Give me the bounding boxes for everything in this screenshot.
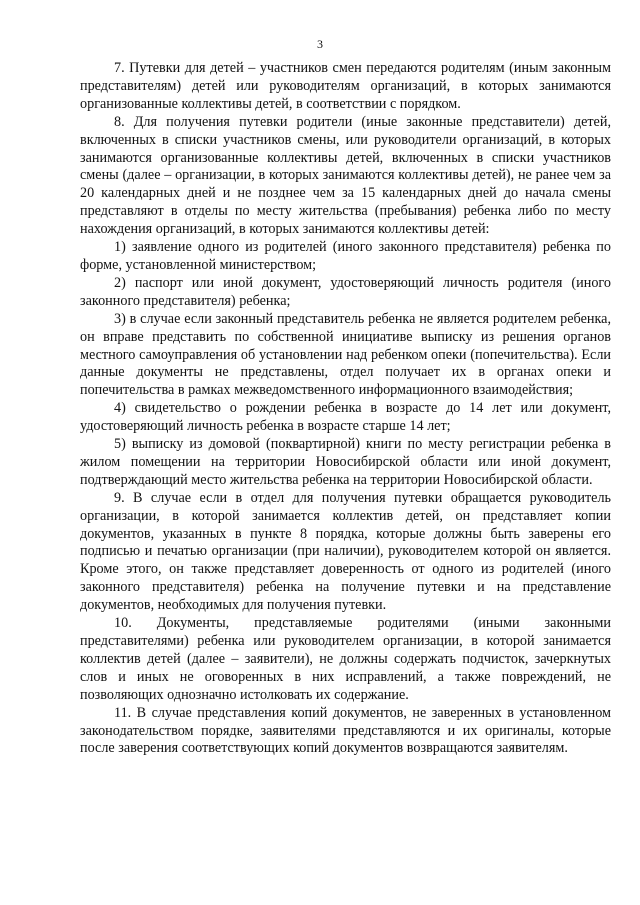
paragraph-8-item-3: 3) в случае если законный представитель ребенка не является родителем ребенка, он вправе представить по собственной инициативе выписку из решения органов местного самоуправления об установлении над ребенком опеки (попечительства). Если данные документы не представлены, отдел получает их в органах опеки и попечительства в рамках межведомственного информационного взаимодействия; (80, 310, 611, 399)
paragraph-8: 8. Для получения путевки родители (иные законные представители) детей, включенных в списки участников смены, или руководители организаций, в которых занимаются организованные коллективы детей, включенных в списки участников смены (далее – организации, в которых занимаются коллективы детей), не ранее чем за 20 календарных дней и не позднее чем за 15 календарных дней до начала смены представляют в отделы по месту жительства (пребывания) ребенка либо по месту нахождения организаций, в которых занимаются коллективы детей: (80, 113, 611, 238)
paragraph-10: 10. Документы, представляемые родителями (иными законными представителями) ребенка или руководителем организации, в которой занимается коллектив детей (далее – заявители), не должны содержать подчисток, зачеркнутых слов и иных не оговоренных в них исправлений, а также повреждений, не позволяющих однозначно истолковать их содержание. (80, 615, 611, 703)
paragraph-9: 9. В случае если в отдел для получения путевки обращается руководитель организации, в которой занимается коллектив детей, он представляет копии документов, указанных в пункте 8 порядка, которые должны быть заверены его подписью и печатью организации (при наличии), руководителем которой он является. Кроме этого, он также представляет доверенность от одного из родителей (иного законного представителя) ребенка на получение путевки и на представление документов, необходимых для получения путевки. (80, 489, 611, 614)
paragraph-8-item-1: 1) заявление одного из родителей (иного законного представителя) ребенка по форме, установленной министерством; (80, 239, 611, 273)
paragraph-8-item-5: 5) выписку из домовой (поквартирной) книги по месту регистрации ребенка в жилом помещении на территории Новосибирской области или иной документ, подтверждающий место жительства ребенка на территории Новосибирской области. (80, 436, 611, 488)
paragraph-7: 7. Путевки для детей – участников смен передаются родителям (иным законным представителям) детей или руководителям организаций, в которых занимаются организованные коллективы детей, в соответствии с порядком. (80, 60, 611, 112)
paragraph-8-item-4: 4) свидетельство о рождении ребенка в возрасте до 14 лет или документ, удостоверяющий личность ребенка в возрасте старше 14 лет; (80, 400, 611, 435)
paragraph-8-item-2: 2) паспорт или иной документ, удостоверяющий личность родителя (иного законного представителя) ребенка; (80, 274, 611, 309)
page-number: 3 (317, 37, 323, 51)
paragraph-11: 11. В случае представления копий документов, не заверенных в установленном законодательством порядке, заявителями представляются и их оригиналы, которые после заверения соответствующих копий документов возвращаются заявителям. (80, 704, 611, 757)
document-body (80, 60, 611, 758)
